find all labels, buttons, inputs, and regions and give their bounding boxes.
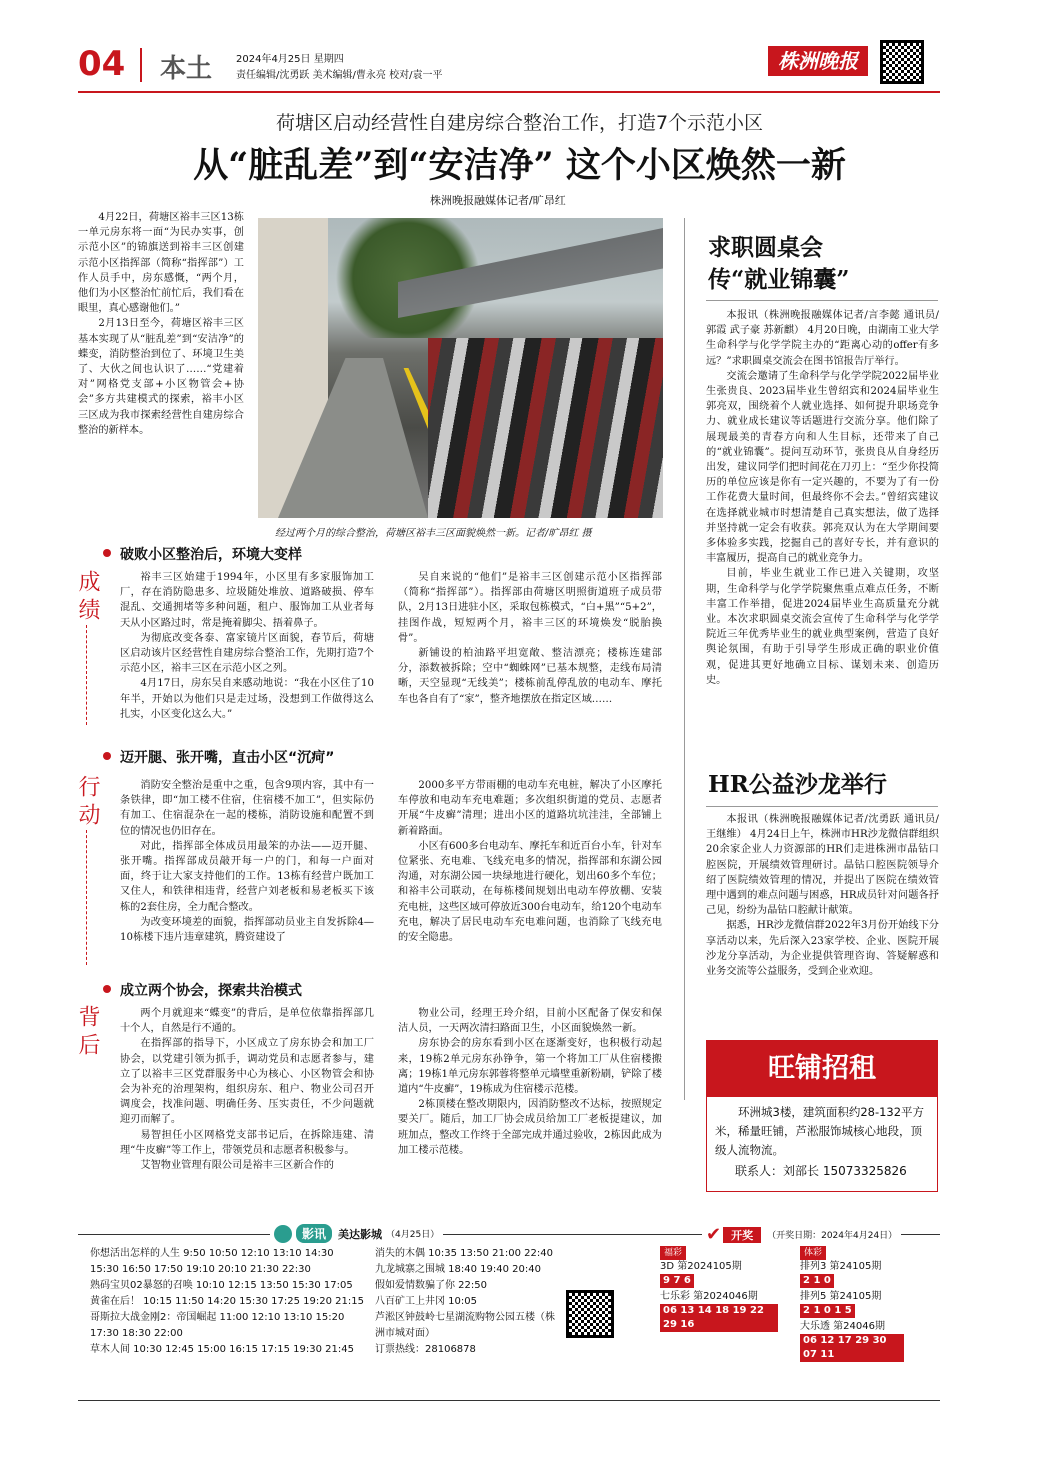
paragraph: 4月17日，房东吴自来感动地说：“我在小区住了10年半，开始以为他们只是走过场，没想到工作做得这么扎实，小区变化这么大。”: [120, 678, 374, 720]
qr-code-icon: [880, 40, 924, 84]
section-title-1: 破败小区整治后，环境大变样: [120, 547, 302, 563]
section-1-col-1: [120, 570, 374, 722]
cinema-header: [270, 1224, 443, 1243]
paragraph: 据悉，HR沙龙微信群2022年3月份开始线下分享活动以来，先后深入23家学校、企业、医院开展沙龙分享活动，为企业提供管理咨询、答疑解惑和业务交流等公益服务，受到企业欢迎。: [706, 920, 939, 978]
side-dash-2: [86, 830, 87, 965]
paragraph: 为改变环境差的面貌，指挥部动员业主自发拆除4—10栋楼下违片违章建筑，腾资建设了: [120, 916, 374, 944]
paragraph: 本报讯（株洲晚报融媒体记者/沈勇跃 通讯员/王继维） 4月24日上午，株洲市HR沙龙微信群组织20余家企业人力资源部的HR们走进株洲市晶钻口腔医院，开展绩效管理研讨。晶钻口腔医院领导介绍了医院绩效管理的情况，并提出了医院在绩效管理中遇到的难点问题与困惑，HR成员针对问题各抒己见，纷纷为晶钻口腔献计献策。: [706, 814, 939, 917]
paragraph: 本报讯（株洲晚报融媒体记者/言李懿 通讯员/郭霞 武子豪 苏新麒） 4月20日晚，由湖南工业大学生命科学与化学学院主办的“距离心动的offer有多远？”求职圆桌交流会在图书馆报告厅举行。: [706, 310, 939, 367]
lottery-header: [702, 1224, 901, 1245]
pl5-numbers: 2 1 0 1 5: [800, 1304, 855, 1318]
cinema-date: （4月25日）: [386, 1230, 440, 1240]
section-title-2: 迈开腿、张开嘴，直击小区“沉疴”: [120, 750, 335, 766]
section-1-col-2: [398, 570, 662, 707]
ad-title: 旺铺招租: [707, 1041, 937, 1097]
dlt-numbers: 06 12 17 29 30 07 11: [800, 1334, 904, 1362]
lottery-left: [660, 1246, 792, 1332]
dlt-label: 大乐透 第24046期: [800, 1321, 885, 1332]
cinema-list-left: [90, 1246, 365, 1358]
right-article-1-body: [706, 308, 939, 688]
header-date: 2024年4月25日 星期四: [236, 54, 344, 65]
cinema-name: 美达影城: [338, 1227, 383, 1241]
byline: 株洲晚报融媒体记者/旷昂红: [430, 194, 566, 207]
right-title-line-2: 传“就业锦囊”: [708, 266, 850, 293]
qlc-label: 七乐彩 第2024046期: [660, 1291, 758, 1302]
d3-numbers: 9 7 6: [660, 1274, 694, 1288]
pl3-label: 排列3 第24105期: [800, 1261, 882, 1272]
paragraph: 为彻底改变各泰、富家镜片区面貌，春节后，荷塘区启动该片区经营性自建房综合整治工作，先期打造7个示范小区，裕丰三区在示范小区之列。: [120, 632, 374, 675]
paragraph: 新铺设的柏油路平坦宽敞、整洁漂亮；楼栋连建部分，添数被拆除；空中“蜘蛛网”已基本规整，走线布局清晰，天空显现“无线美”；楼栋前乱停乱放的电动车、摩托车也各自有了“家”，整齐地摆放在指定区域……: [398, 648, 662, 705]
right-article-2-body: [706, 812, 939, 979]
section-bullet: [103, 549, 111, 557]
section-2-col-2: [398, 778, 662, 945]
photo-caption: 经过两个月的综合整治，荷塘区裕丰三区面貌焕然一新。记者/旷昂红 摄: [275, 528, 592, 539]
cinema-address: 芦淞区钟鼓岭七星湖流购物公园五楼（株洲市城对面）: [375, 1312, 555, 1339]
paragraph: 房东协会的房东看到小区在逐渐变好，也积极行动起来，19栋2单元房东孙铮争，第一个将加工厂从住宿楼搬离；19栋1单元房东郭蓉将整单元墙壁重新粉刷，铲除了楼道内“牛皮癣”，19栋成为住宿楼示范楼。: [398, 1038, 662, 1096]
fucai-label: 福彩: [660, 1246, 686, 1260]
paragraph: 小区有600多台电动车、摩托车和近百台小车，针对车位紧张、充电难、飞线充电多的情况，指挥部和东湖公园沟通，对东湖公园一块绿地进行硬化，划出60多个车位；和裕丰公司联动，在每栋楼间规划出电动车停放棚、安装充电桩，这些区域可停放近300台电动车，给120个电动车充电，解决了居民电动车充电难问题，也消除了飞线充电的安全隐患。: [398, 840, 662, 944]
paragraph: 对此，指挥部全体成员用最笨的办法——迈开腿、张开嘴。指挥部成员敲开每一户的门，和每一户面对面，终于让大家支持他们的工作。13栋有经营户既加工又住人，和铁律相违背，经营户刘老板和易老板买下该栋的2套住房，全力配合整改。: [120, 840, 374, 913]
section-2-col-1: [120, 778, 374, 945]
paragraph: 两个月就迎来“蝶变”的背后，是单位依靠指挥部几十个人，自然是行不通的。: [120, 1008, 374, 1035]
film-row: 八百矿工上井冈 10:05: [375, 1296, 477, 1307]
film-icon: [274, 1225, 292, 1243]
rental-ad: [706, 1040, 938, 1192]
film-row: 哥斯拉大战金刚2：帝国崛起 11:00 12:10 13:10 15:20 17:30 18:30 22:00: [90, 1312, 345, 1339]
right-rule: [706, 300, 938, 301]
bottom-rule: [78, 1400, 940, 1401]
paragraph: 2栋顶楼在整改期限内，因消防整改不达标，按照规定要关厂。随后，加工厂协会成员给加工厂老板提建议，加班加点，整改工作终于全部完成并通过验收，2栋因此成为加工楼示范楼。: [398, 1099, 662, 1156]
d3-label: 3D 第2024105期: [660, 1261, 742, 1272]
section-bullet: [103, 752, 111, 760]
qlc-numbers: 06 13 14 18 19 22 29 16: [660, 1304, 778, 1332]
paragraph: 艾智物业管理有限公司是裕丰三区新合作的: [140, 1160, 334, 1172]
newspaper-logo: 株洲晚报: [768, 46, 868, 76]
right-article-2-title: HR公益沙龙举行: [708, 771, 887, 798]
paragraph: 消防安全整治是重中之重，包含9项内容，其中有一条铁律，即“加工楼不住宿，住宿楼不加工”，但实际仍有加工、住宿混杂在一起的楼栋，消防设施和配置不到位的情况也仍旧存在。: [120, 780, 374, 837]
kicker: 荷塘区启动经营性自建房综合整治工作，打造7个示范小区: [275, 112, 764, 134]
ticai-label: 体彩: [800, 1246, 826, 1260]
lead-text: [78, 210, 244, 438]
news-photo: [258, 218, 663, 518]
cinema-qr-icon: [566, 1290, 614, 1338]
cinema-hotline: 订票热线：28106878: [375, 1344, 476, 1355]
paragraph: 易智担任小区网格党支部书记后，在拆除违建、清理“牛皮癣”等工作上，带领党员和志愿者积极参与。: [120, 1129, 374, 1156]
film-row: 消失的木偶 10:35 13:50 21:00 22:40: [375, 1248, 553, 1259]
column-divider: [684, 218, 685, 1100]
side-label-3: 背后: [75, 1005, 100, 1061]
side-label-1: 成绩: [75, 570, 100, 626]
film-row: 黄雀在后！ 10:15 11:50 14:20 15:30 17:25 19:20 21:15: [90, 1296, 364, 1307]
ad-text: 环洲城3楼，建筑面积约28-132平方米，稀量旺铺，芦淞服饰城核心地段，顶级人流物流。: [715, 1105, 925, 1157]
lead-paragraph: 2月13日至今，荷塘区裕丰三区基本实现了从“脏乱差”到“安洁净”的蝶变，消防整治到位了、环境卫生美了、大伙之间也认识了……“党建着对”网格党支部+小区物管会+协会”多方共建模式的探索，裕丰小区三区成为我市探索经营性自建房综合整治的新样本。: [78, 318, 244, 436]
lead-paragraph: 4月22日，荷塘区裕丰三区13栋一单元房东将一面“为民办实事，创示范小区”的锦旗送到裕丰三区创建示范小区指挥部（简称“指挥部”）工作人员手中，房东感慨，“两个月，他们为小区整治忙前忙后，我们看在眼里，真心感谢他们。”: [78, 212, 244, 315]
film-row: 你想活出怎样的人生 9:50 10:50 12:10 13:10 14:30 15:30 16:50 17:50 19:10 20:10 21:30 22:30: [90, 1248, 334, 1275]
paragraph: 目前，毕业生就业工作已进入关键期，攻坚期，生命科学与化学学院聚焦重点难点任务，不断丰富工作举措，促进2024届毕业生高质量充分就业。本次求职圆桌交流会宣传了生命科学与化学学院近三年优秀毕业生的就业典型案例，营造了良好舆论氛围，有助于引导学生形成正确的职业价值观，促进其更好地确立目标、谋划未来、创造历史。: [706, 568, 939, 686]
section-3-col-1: [120, 1006, 374, 1173]
right-title-line-1: 求职圆桌会: [708, 234, 823, 261]
lottery-date: （开奖日期：2024年4月24日）: [767, 1231, 898, 1241]
headline: 从“脏乱差”到“安洁净” 这个小区焕然一新: [193, 145, 846, 186]
header-editors: 责任编辑/沈勇跃 美术编辑/曹永亮 校对/袁一平: [236, 70, 443, 81]
lottery-right: [800, 1246, 938, 1362]
lottery-badge: 开奖: [723, 1227, 761, 1243]
pl3-numbers: 2 1 0: [800, 1274, 834, 1288]
section-title-3: 成立两个协会，探索共治模式: [120, 983, 302, 999]
section-bullet: [103, 985, 111, 993]
cinema-list-mid: [375, 1246, 563, 1358]
header-rule: [78, 91, 940, 93]
photo-vehicles: [428, 338, 663, 518]
ad-contact: 联系人：刘部长 15073325826: [735, 1164, 907, 1178]
paragraph: 在指挥部的指导下，小区成立了房东协会和加工厂协会，以党建引领为抓手，调动党员和志愿者参与，建立了以裕丰三区党群服务中心为核心、小区物管会和协会为补充的治理架构，组织房东、租户、物业公司召开调度会，找准问题、明确任务、压实责任，不少问题就迎刃而解了。: [120, 1038, 374, 1126]
section-name: 本土: [160, 54, 213, 84]
film-row: 九龙城寨之围城 18:40 19:40 20:40: [375, 1264, 541, 1275]
pl5-label: 排列5 第24105期: [800, 1291, 882, 1302]
header-divider: [140, 48, 142, 82]
film-row: 草木人间 10:30 12:45 15:00 16:15 17:15 19:30 21:45: [90, 1344, 354, 1355]
right-article-1-title: [708, 232, 849, 296]
paragraph: 2000多平方带雨棚的电动车充电桩，解决了小区摩托车停放和电动车充电难题；多次组织街道的党员、志愿者开展“牛皮癣”清理；进出小区的道路坑坑洼洼，全部铺上新着路面。: [398, 780, 662, 837]
section-3-col-2: [398, 1006, 662, 1158]
cinema-badge: 影讯: [296, 1224, 332, 1243]
side-label-2: 行动: [75, 775, 100, 831]
paragraph: 吴自来说的“他们”是裕丰三区创建示范小区指挥部（简称“指挥部”）。指挥部由荷塘区明照街道班子成员带队，2月13日进驻小区，采取包栋模式，“白+黑”“5+2”，挂图作战，短短两个月，裕丰三区的环境焕发“脱胎换骨”。: [398, 572, 662, 644]
right-rule: [706, 806, 938, 807]
paragraph: 交流会邀请了生命科学与化学学院2022届毕业生张贵良、2023届毕业生曾绍宾和2024届毕业生郭亮双，围绕着个人就业选择、如何提升职场竞争力、就业成长建议等话题进行交流分享。他们除了展现最美的青春方向和人生目标，还带来了自己的“就业锦囊”。提问互动环节，张贵良从自身经历出发，建议同学们把时间花在刀刃上：“至少你投简历的单位应该是你有一定兴趣的，不要为了有一份工作花费大量时间，但最终你不会去。”曾绍宾建议在选择就业城市时想清楚自己真实想法，做了选择并坚持就一定会有收获。郭亮双认为在大学期间要多体验多实践，挖掘自己的喜好专长，并有意识的丰富履历，提高自己的就业竞争力。: [706, 370, 939, 565]
paragraph: 裕丰三区始建于1994年，小区里有多家服饰加工厂，存在消防隐患多、垃圾随处堆放、道路破损、停车混乱、交通拥堵等多种问题，租户、服饰加工从业者每天从小区路过时，常是掩着脚尖、捂着鼻子。: [120, 572, 374, 629]
side-dash-1: [86, 625, 87, 725]
film-row: 熟码宝贝02暴怒的召唤 10:10 12:15 13:50 15:30 17:05: [90, 1280, 353, 1291]
check-icon: ✔: [706, 1224, 722, 1245]
paragraph: 物业公司，经理王玲介绍，目前小区配备了保安和保洁人员，一天两次清扫路面卫生，小区面貌焕然一新。: [398, 1008, 662, 1035]
page-number: 04: [78, 44, 126, 84]
film-row: 假如爱情数骗了你 22:50: [375, 1280, 487, 1291]
